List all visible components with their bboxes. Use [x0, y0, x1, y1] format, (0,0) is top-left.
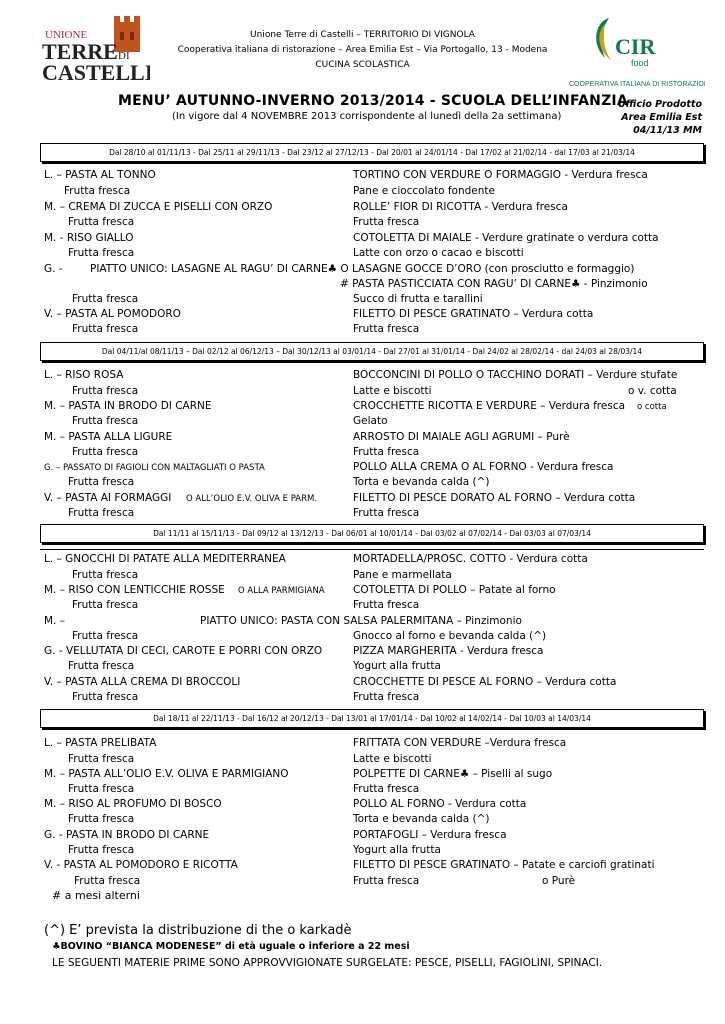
menu-item: Frutta fresca	[353, 446, 420, 458]
menu-item: FILETTO DI PESCE GRATINATO – Verdura cotta	[353, 308, 594, 320]
menu-item: CROCCHETTE RICOTTA E VERDURE – Verdura fresca	[353, 400, 626, 412]
menu-item: M. – CREMA DI ZUCCA E PISELLI CON ORZO	[44, 201, 273, 213]
menu-item: o v. cotta	[628, 385, 677, 397]
menu-item: Frutta fresca	[72, 569, 139, 581]
menu-item: G. -	[44, 263, 63, 275]
menu-item: Frutta fresca	[68, 783, 135, 795]
menu-item: Frutta fresca	[68, 507, 135, 519]
svg-text:DI: DI	[118, 50, 130, 62]
menu-item: M. – PASTA ALLA LIGURE	[44, 431, 173, 443]
menu-item: L. – PASTA PRELIBATA	[44, 737, 157, 749]
menu-item: Frutta fresca	[353, 599, 420, 611]
menu-item: Torta e bevanda calda (^)	[353, 476, 490, 488]
menu-item: PORTAFOGLI – Verdura fresca	[353, 829, 507, 841]
page-subtitle: (In vigore dal 4 NOVEMBRE 2013 corrispondente al lunedì della 2a settimana)	[172, 111, 562, 122]
header-line-2: Cooperativa italiana di ristorazione – Area Emilia Est – Via Portogallo, 13 - Modena	[177, 45, 548, 55]
menu-item: M. – RISO AL PROFUMO DI BOSCO	[44, 798, 222, 810]
svg-text:CIR: CIR	[615, 34, 656, 59]
menu-item: Latte e biscotti	[353, 385, 432, 397]
footnote-tea: (^) E’ prevista la distribuzione di the o karkadè	[44, 923, 352, 938]
menu-item: BOCCONCINI DI POLLO O TACCHINO DORATI – Verdure stufate	[353, 369, 678, 381]
menu-item: Frutta fresca	[72, 385, 139, 397]
menu-item: FILETTO DI PESCE GRATINATO – Patate e carciofi gratinati	[353, 859, 655, 871]
menu-item: Frutta fresca	[72, 630, 139, 642]
menu-item: PIATTO UNICO: PASTA CON SALSA PALERMITANA – Pinzimonio	[200, 615, 522, 627]
menu-item: Frutta fresca	[68, 476, 135, 488]
menu-item: L. – RISO ROSA	[44, 369, 124, 381]
menu-item: FRITTATA CON VERDURE –Verdura fresca	[353, 737, 567, 749]
menu-item: Gelato	[353, 415, 388, 427]
menu-item: Frutta fresca	[64, 185, 131, 197]
menu-item: Latte con orzo o cacao e biscotti	[353, 247, 524, 259]
menu-item: Pane e marmellata	[353, 569, 452, 581]
menu-item: Frutta fresca	[353, 216, 420, 228]
menu-item: V. – PASTA AI FORMAGGI	[44, 492, 172, 504]
menu-item: CROCCHETTE DI PESCE AL FORNO – Verdura cotta	[353, 676, 617, 688]
menu-item: Frutta fresca	[74, 875, 141, 887]
menu-item: ROLLE’ FIOR DI RICOTTA - Verdura fresca	[353, 201, 568, 213]
menu-item: M. – RISO CON LENTICCHIE ROSSE	[44, 584, 225, 596]
svg-text:CASTELLI: CASTELLI	[42, 60, 150, 84]
menu-item: L. – GNOCCHI DI PATATE ALLA MEDITERRANEA	[44, 553, 286, 565]
menu-item: L. – PASTA AL TONNO	[44, 169, 156, 181]
svg-text:UNIONE: UNIONE	[45, 29, 88, 41]
menu-item: FILETTO DI PESCE DORATO AL FORNO – Verdura cotta	[353, 492, 636, 504]
header-line-1: Unione Terre di Castelli – TERRITORIO DI VIGNOLA	[250, 30, 475, 40]
menu-item: PIZZA MARGHERITA - Verdura fresca	[353, 645, 544, 657]
menu-item: V. – PASTA ALLA CREMA DI BROCCOLI	[44, 676, 241, 688]
week-period: Dal 04/11/al 08/11/13 – Dal 02/12 al 06/12/13 – Dal 30/12/13 al 03/01/14 - Dal 27/01 al 31/01/14 - Dal 24/02 al 28/02/14 - dal 24/03 al 28/03/14	[40, 342, 704, 361]
svg-text:food: food	[631, 58, 649, 68]
menu-item: Frutta fresca	[68, 813, 135, 825]
divider	[40, 549, 704, 550]
menu-item: Frutta fresca	[72, 691, 139, 703]
unione-terre-di-castelli-logo	[40, 14, 150, 84]
week-period: Dal 28/10 al 01/11/13 - Dal 25/11 al 29/11/13 - Dal 23/12 al 27/12/13 - Dal 20/01 al 24/01/14 - Dal 17/02 al 21/02/14 - dal 17/03 al 21/03/14	[40, 143, 704, 162]
menu-item: Frutta fresca	[68, 247, 135, 259]
menu-item: Frutta fresca	[72, 599, 139, 611]
week-period: Dal 11/11 al 15/11/13 - Dal 09/12 al 13/12/13 - Dal 06/01 al 10/01/14 - Dal 03/02 al 07/02/14 - Dal 03/03 al 07/03/14	[40, 524, 704, 543]
menu-item: Frutta fresca	[72, 293, 139, 305]
menu-item: Frutta fresca	[353, 507, 420, 519]
week-period: Dal 18/11 al 22/11/13 - Dal 16/12 al 20/12/13 - Dal 13/01 al 17/01/14 - Dal 10/02 al 14/02/14 - Dal 10/03 al 14/03/14	[40, 709, 704, 728]
menu-item: TORTINO CON VERDURE O FORMAGGIO - Verdura fresca	[353, 169, 648, 181]
menu-item: o cotta	[637, 402, 667, 412]
menu-item: Frutta fresca	[72, 415, 139, 427]
menu-item: M. – PASTA IN BRODO DI CARNE	[44, 400, 212, 412]
office-line-2: Area Emilia Est	[621, 112, 702, 123]
menu-item: O ALL’OLIO E.V. OLIVA E PARM.	[186, 494, 318, 504]
menu-item: Frutta fresca	[353, 875, 420, 887]
menu-item: Frutta fresca	[68, 660, 135, 672]
menu-item: Frutta fresca	[72, 446, 139, 458]
menu-item: M. - RISO GIALLO	[44, 232, 134, 244]
page-title: MENU’ AUTUNNO-INVERNO 2013/2014 - SCUOLA DELL’INFANZIA	[118, 93, 628, 109]
footnote-beef: ♣BOVINO “BIANCA MODENESE” di età uguale o inferiore a 22 mesi	[52, 941, 410, 952]
menu-item: ARROSTO DI MAIALE AGLI AGRUMI – Purè	[353, 431, 570, 443]
menu-item: M. – PASTA ALL’OLIO E.V. OLIVA E PARMIGIANO	[44, 768, 289, 780]
menu-item: MORTADELLA/PROSC. COTTO - Verdura cotta	[353, 553, 588, 565]
menu-item: Frutta fresca	[68, 753, 135, 765]
svg-text:TERRE: TERRE	[42, 39, 118, 64]
menu-item: Torta e bevanda calda (^)	[353, 813, 490, 825]
menu-item: Succo di frutta e tarallini	[353, 293, 483, 305]
menu-item: # PASTA PASTICCIATA CON RAGU’ DI CARNE♣ - Pinzimonio	[340, 278, 648, 290]
menu-item: Yogurt alla frutta	[353, 844, 441, 856]
alternating-note: # a mesi alterni	[52, 889, 140, 902]
menu-item: G. - PASTA IN BRODO DI CARNE	[44, 829, 210, 841]
cir-caption: COOPERATIVA ITALIANA DI RISTORAZIONE	[569, 81, 705, 88]
menu-item: Frutta fresca	[72, 323, 139, 335]
menu-item: Latte e biscotti	[353, 753, 432, 765]
menu-item: PIATTO UNICO: LASAGNE AL RAGU’ DI CARNE♣ O LASAGNE GOCCE D’ORO (con prosciutto e formaggio)	[90, 263, 635, 275]
menu-item: O ALLA PARMIGIANA	[238, 586, 325, 596]
footnote-frozen: LE SEGUENTI MATERIE PRIME SONO APPROVVIGIONATE SURGELATE: PESCE, PISELLI, FAGIOLINI, SPINACI.	[52, 957, 603, 969]
menu-item: Gnocco al forno e bevanda calda (^)	[353, 630, 547, 642]
cir-food-logo	[565, 14, 705, 94]
header-line-3: CUCINA SCOLASTICA	[315, 60, 410, 70]
menu-item: COTOLETTA DI POLLO – Patate al forno	[353, 584, 556, 596]
menu-item: POLLO AL FORNO - Verdura cotta	[353, 798, 527, 810]
menu-item: POLPETTE DI CARNE♣ – Piselli al sugo	[353, 768, 553, 780]
menu-item: Frutta fresca	[353, 783, 420, 795]
menu-item: V. - PASTA AL POMODORO E RICOTTA	[44, 859, 238, 871]
menu-item: POLLO ALLA CREMA O AL FORNO - Verdura fresca	[353, 461, 614, 473]
menu-item: G. – PASSATO DI FAGIOLI CON MALTAGLIATI O PASTA	[44, 463, 265, 473]
menu-item: Pane e cioccolato fondente	[353, 185, 495, 197]
menu-item: M. –	[44, 615, 65, 627]
menu-item: COTOLETTA DI MAIALE - Verdure gratinate o verdura cotta	[353, 232, 659, 244]
office-line-3: 04/11/13 MM	[633, 125, 702, 136]
menu-item: Frutta fresca	[353, 691, 420, 703]
office-line-1: Ufficio Prodotto	[617, 99, 702, 110]
menu-item: Frutta fresca	[68, 844, 135, 856]
menu-item: Yogurt alla frutta	[353, 660, 441, 672]
menu-item: Frutta fresca	[353, 323, 420, 335]
menu-item: o Purè	[542, 875, 576, 887]
menu-item: Frutta fresca	[68, 216, 135, 228]
menu-item: G. - VELLUTATA DI CECI, CAROTE E PORRI CON ORZO	[44, 645, 323, 657]
menu-item: V. – PASTA AL POMODORO	[44, 308, 181, 320]
